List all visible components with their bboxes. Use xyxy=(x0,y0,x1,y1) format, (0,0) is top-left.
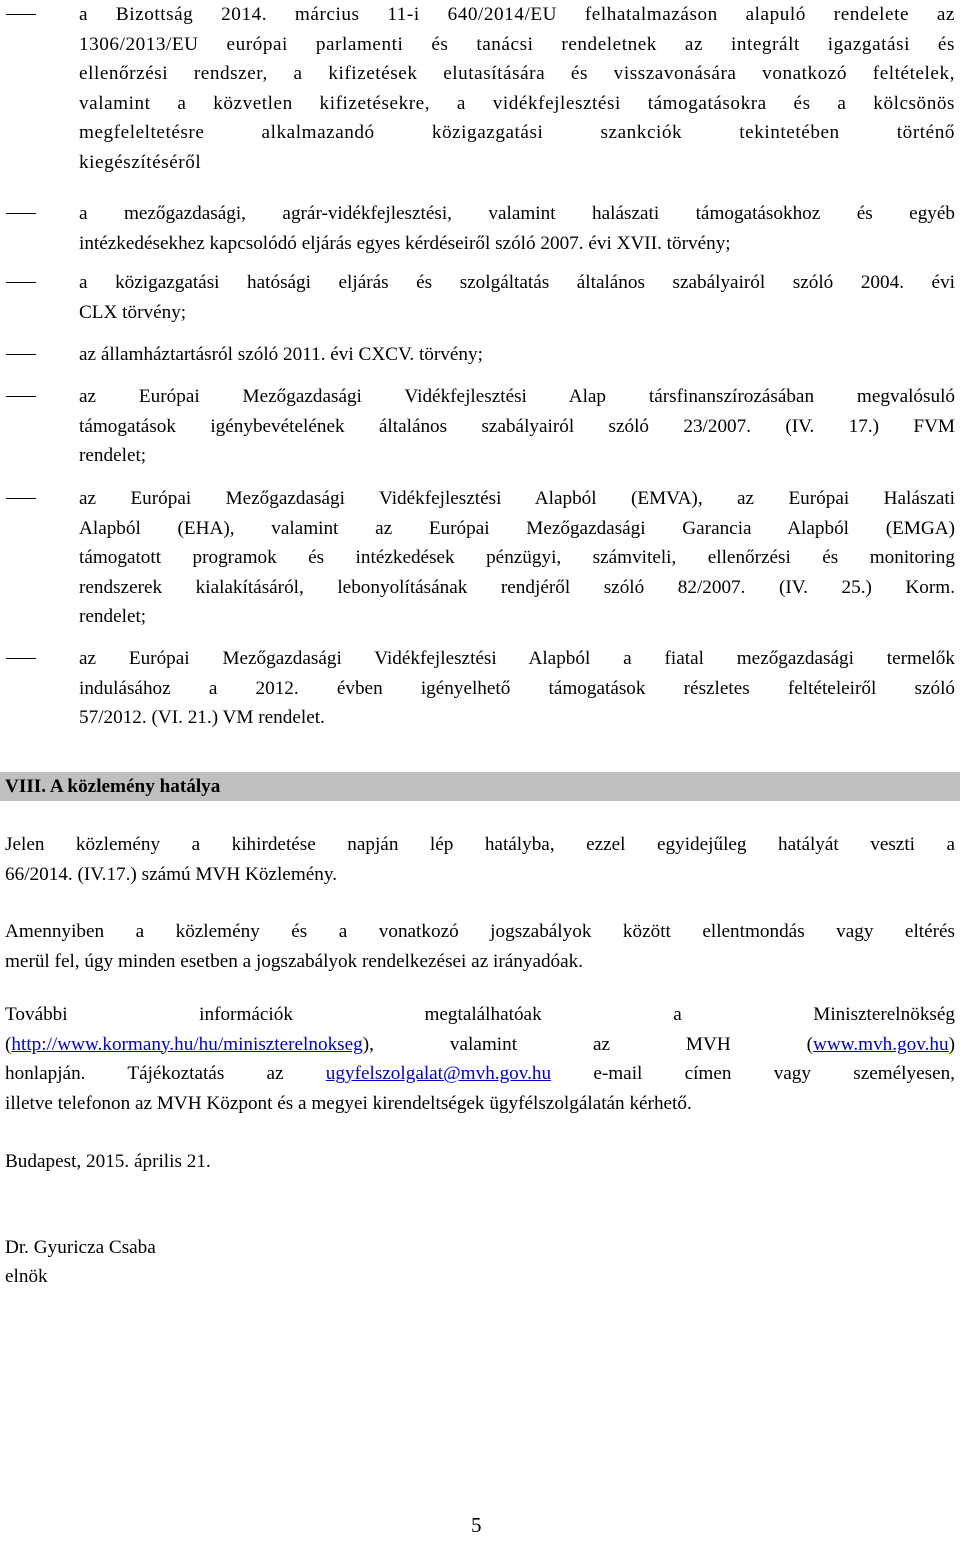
text-line xyxy=(5,1030,955,1060)
text-line: a mezőgazdasági, agrár-vidékfejlesztési, valamint halászati támogatásokhoz és egyéb xyxy=(79,203,955,224)
list-item xyxy=(0,340,960,370)
text-line: Jelen közlemény a kihirdetése napján lép hatályba, ezzel egyidejűleg hatályát veszti a xyxy=(5,834,955,855)
list-item-text xyxy=(79,199,955,258)
text-line: rendelet; xyxy=(79,445,147,466)
text-line: 1306/2013/EU európai parlamenti és tanácsi rendeletnek az integrált igazgatási és xyxy=(79,33,955,55)
section-number: VIII. xyxy=(5,776,47,797)
dash-bullet-icon xyxy=(6,213,36,214)
text-line: illetve telefonon az MVH Központ és a megyei kirendeltségek ügyfélszolgálatán kérhető. xyxy=(5,1092,692,1114)
text-line: megfeleltetésre alkalmazandó közigazgatási szankciók tekintetében történő xyxy=(79,122,955,143)
text-line: támogatott programok és intézkedések pénzügyi, számviteli, ellenőrzési és monitoring xyxy=(79,547,955,568)
paragraph-precedence xyxy=(5,917,955,976)
text-line: rendelet; xyxy=(79,606,147,627)
text-line: a közigazgatási hatósági eljárás és szolgáltatás általános szabályairól szóló 2004. évi xyxy=(79,272,955,293)
dash-bullet-icon xyxy=(6,658,36,659)
dash-bullet-icon xyxy=(6,396,36,397)
signer-name: Dr. Gyuricza Csaba xyxy=(5,1237,156,1258)
section-title: A közlemény hatálya xyxy=(49,776,221,797)
text-line: 66/2014. (IV.17.) számú MVH Közlemény. xyxy=(5,863,337,885)
text-line: merül fel, úgy minden esetben a jogszabályok rendelkezései az irányadóak. xyxy=(5,950,584,972)
dash-bullet-icon xyxy=(6,282,36,283)
paragraph-effect xyxy=(5,830,955,889)
list-item xyxy=(0,644,960,733)
text-line: kiegészítéséről xyxy=(79,151,202,173)
text-line: az Európai Mezőgazdasági Vidékfejlesztési Alap társfinanszírozásában megvalósuló xyxy=(79,386,955,407)
text-line: CLX törvény; xyxy=(79,301,187,323)
text-line: a Bizottság 2014. március 11-i 640/2014/EU felhatalmazáson alapuló rendelete az xyxy=(79,4,955,25)
list-item-text xyxy=(79,0,955,177)
text-fragment: ), valamint az MVH ( xyxy=(362,1033,814,1055)
text-fragment: ( xyxy=(5,1033,12,1055)
signer-title: elnök xyxy=(5,1266,48,1287)
text-line: az államháztartásról szóló 2011. évi CXCV. törvény; xyxy=(79,344,483,365)
text-line xyxy=(5,1059,955,1089)
dash-bullet-icon xyxy=(6,14,36,15)
text-line: rendszerek kialakításáról, lebonyolításának rendjéről szóló 82/2007. (IV. 25.) Korm. xyxy=(79,576,955,598)
text-line: valamint a közvetlen kifizetésekre, a vidékfejlesztési támogatásokra és a kölcsönös xyxy=(79,92,955,114)
text-line: az Európai Mezőgazdasági Vidékfejlesztési Alapból (EMVA), az Európai Halászati xyxy=(79,488,955,509)
list-item xyxy=(0,382,960,471)
email-link[interactable]: ugyfelszolgalat@mvh.gov.hu xyxy=(325,1063,552,1084)
paragraph-contact-info xyxy=(5,1000,955,1118)
list-item-text xyxy=(79,340,955,370)
page-number: 5 xyxy=(471,1513,482,1537)
text-fragment: e-mail címen vagy személyesen, xyxy=(551,1063,955,1084)
text-line: támogatások igénybevételének általános szabályairól szóló 23/2007. (IV. 17.) FVM xyxy=(79,415,955,437)
list-item-text xyxy=(79,268,955,327)
text-line: Amennyiben a közlemény és a vonatkozó jogszabályok között ellentmondás vagy eltérés xyxy=(5,921,955,942)
list-item xyxy=(0,484,960,632)
text-line: indulásához a 2012. évben igényelhető támogatások részletes feltételeiről szóló xyxy=(79,677,955,699)
text-line: További információk megtalálhatóak a Miniszterelnökség xyxy=(5,1004,955,1025)
text-fragment: honlapján. Tájékoztatás az xyxy=(5,1063,326,1084)
place-date: Budapest, 2015. április 21. xyxy=(5,1151,211,1172)
mvh-website-link[interactable]: www.mvh.gov.hu xyxy=(813,1033,949,1055)
list-item xyxy=(0,268,960,327)
text-line: 57/2012. (VI. 21.) VM rendelet. xyxy=(79,707,325,728)
text-line: ellenőrzési rendszer, a kifizetések elutasítására és visszavonására vonatkozó feltételek, xyxy=(79,63,955,84)
list-item xyxy=(0,199,960,258)
list-item xyxy=(0,0,960,177)
list-item-text xyxy=(79,644,955,733)
list-item-text xyxy=(79,484,955,632)
text-line: az Európai Mezőgazdasági Vidékfejlesztési Alapból a fiatal mezőgazdasági termelők xyxy=(79,648,955,669)
text-fragment: ) xyxy=(948,1033,955,1055)
kormany-link[interactable]: http://www.kormany.hu/hu/miniszterelnokseg xyxy=(11,1033,363,1055)
text-line: Alapból (EHA), valamint az Európai Mezőgazdasági Garancia Alapból (EMGA) xyxy=(79,517,955,539)
dash-bullet-icon xyxy=(6,498,36,499)
list-item-text xyxy=(79,382,955,471)
text-line: intézkedésekhez kapcsolódó eljárás egyes kérdéseiről szóló 2007. évi XVII. törvény; xyxy=(79,232,731,254)
section-heading xyxy=(0,772,960,801)
dash-bullet-icon xyxy=(6,354,36,355)
